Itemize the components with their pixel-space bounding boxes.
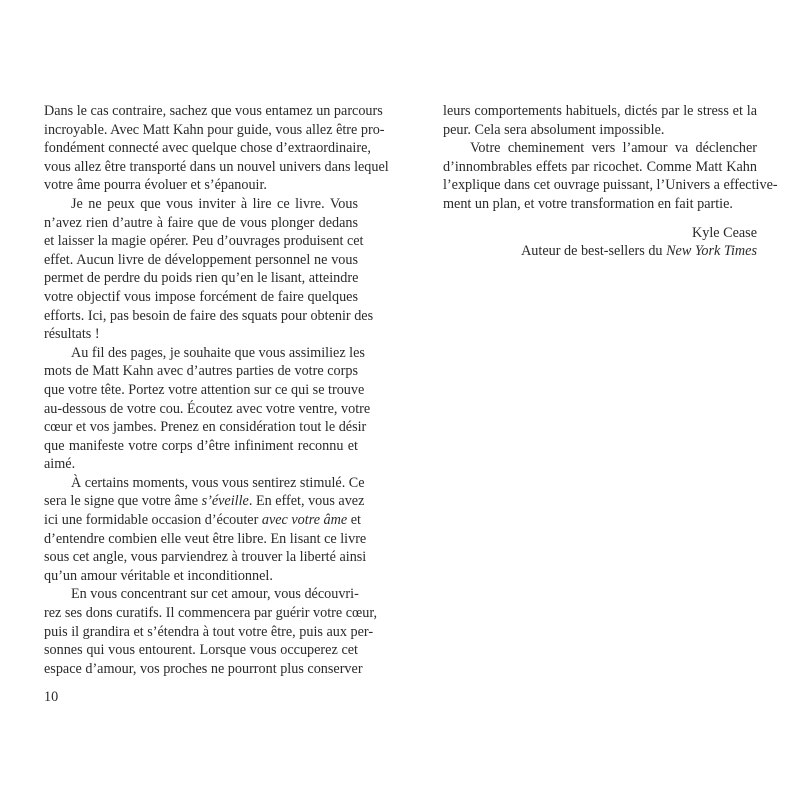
text-line: que votre tête. Portez votre attention sur ce qui se trouve bbox=[44, 381, 365, 398]
text-line: sonnes qui vous entourent. Lorsque vous occuperez cet bbox=[44, 642, 358, 659]
text-line: l’explique dans cet ouvrage puissant, l’Univers a effective- bbox=[443, 177, 778, 194]
text-line: qu’un amour véritable et inconditionnel. bbox=[44, 567, 273, 584]
text-line: votre âme pourra évoluer et s’épanouir. bbox=[44, 177, 267, 194]
text-line: fondément connecté avec quelque chose d’extraordinaire, bbox=[44, 140, 371, 157]
text-line: aimé. bbox=[44, 456, 76, 473]
italic-text: New York Times bbox=[666, 243, 757, 260]
spacer bbox=[443, 214, 757, 224]
text-line: vous allez être transporté dans un nouvel univers dans lequel bbox=[44, 158, 389, 175]
text-line: permet de perdre du poids rien qu’en le lisant, atteindre bbox=[44, 270, 359, 287]
paragraph bbox=[44, 344, 371, 474]
text-line: espace d’amour, vos proches ne pourront plus conserver bbox=[44, 660, 363, 677]
text-line: et laisser la magie opérer. Peu d’ouvrages produisent cet bbox=[44, 233, 364, 250]
text-segment: sera le signe que votre âme bbox=[44, 493, 202, 510]
text-line: Au fil des pages, je souhaite que vous assimiliez les bbox=[71, 344, 365, 361]
paragraph bbox=[443, 102, 757, 139]
text-line: résultats ! bbox=[44, 326, 100, 343]
text-line: effet. Aucun livre de développement personnel ne vous bbox=[44, 251, 358, 268]
text-line: au-dessous de votre cou. Écoutez avec votre ventre, votre bbox=[44, 400, 371, 417]
text-line: n’avez rien d’autre à faire que de vous plonger dedans bbox=[44, 214, 358, 231]
text-segment: et bbox=[347, 512, 361, 529]
text-line: d’innombrables effets par ricochet. Comme Matt Kahn bbox=[443, 158, 757, 175]
text-line: puis il grandira et s’étendra à tout votre être, puis aux per- bbox=[44, 623, 374, 640]
text-line: En vous concentrant sur cet amour, vous découvri- bbox=[71, 586, 359, 603]
paragraph bbox=[443, 139, 778, 213]
text-line: votre objectif vous impose forcément de faire quelques bbox=[44, 288, 358, 305]
signature-name: Kyle Cease bbox=[691, 224, 757, 241]
text-line bbox=[44, 511, 361, 530]
text-segment: . En effet, vous avez bbox=[248, 493, 365, 510]
text-line: efforts. Ici, pas besoin de faire des squats pour obtenir des bbox=[44, 307, 374, 324]
text-line: Je ne peux que vous inviter à lire ce livre. Vous bbox=[71, 195, 358, 212]
text-line: leurs comportements habituels, dictés par le stress et la bbox=[443, 103, 757, 119]
text-line bbox=[44, 492, 365, 511]
text-line: À certains moments, vous vous sentirez stimulé. Ce bbox=[71, 474, 365, 491]
italic-text: s’éveille bbox=[201, 493, 249, 510]
text-line: Votre cheminement vers l’amour va déclencher bbox=[470, 140, 757, 157]
text-line: sous cet angle, vous parviendrez à trouver la liberté ainsi bbox=[44, 549, 367, 566]
italic-text: avec votre âme bbox=[261, 512, 348, 529]
paragraph bbox=[44, 102, 389, 195]
paragraph bbox=[44, 585, 378, 678]
text-line: peur. Cela sera absolument impossible. bbox=[443, 121, 665, 138]
text-segment: ici une formidable occasion d’écouter bbox=[44, 512, 262, 529]
signature-title bbox=[443, 242, 757, 261]
text-line: cœur et vos jambes. Prenez en considération tout le désir bbox=[44, 419, 367, 436]
right-page-text bbox=[443, 102, 778, 261]
text-line: mots de Matt Kahn avec d’autres parties de votre corps bbox=[44, 363, 358, 380]
text-line: incroyable. Avec Matt Kahn pour guide, vous allez être pro- bbox=[44, 121, 385, 138]
text-line: rez ses dons curatifs. Il commencera par guérir votre cœur, bbox=[44, 605, 378, 622]
text-line: ment un plan, et votre transformation en fait partie. bbox=[443, 195, 733, 212]
paragraph bbox=[44, 474, 367, 586]
paragraph bbox=[44, 195, 374, 344]
page-number: 10 bbox=[44, 689, 59, 705]
text-line: que manifeste votre corps d’être infiniment reconnu et bbox=[44, 437, 358, 454]
text-line: Dans le cas contraire, sachez que vous entamez un parcours bbox=[44, 103, 383, 119]
text-line: d’entendre combien elle veut être libre. En lisant ce livre bbox=[44, 530, 367, 547]
left-page-text bbox=[44, 102, 389, 678]
text-segment: Auteur de best-sellers du bbox=[521, 243, 667, 260]
